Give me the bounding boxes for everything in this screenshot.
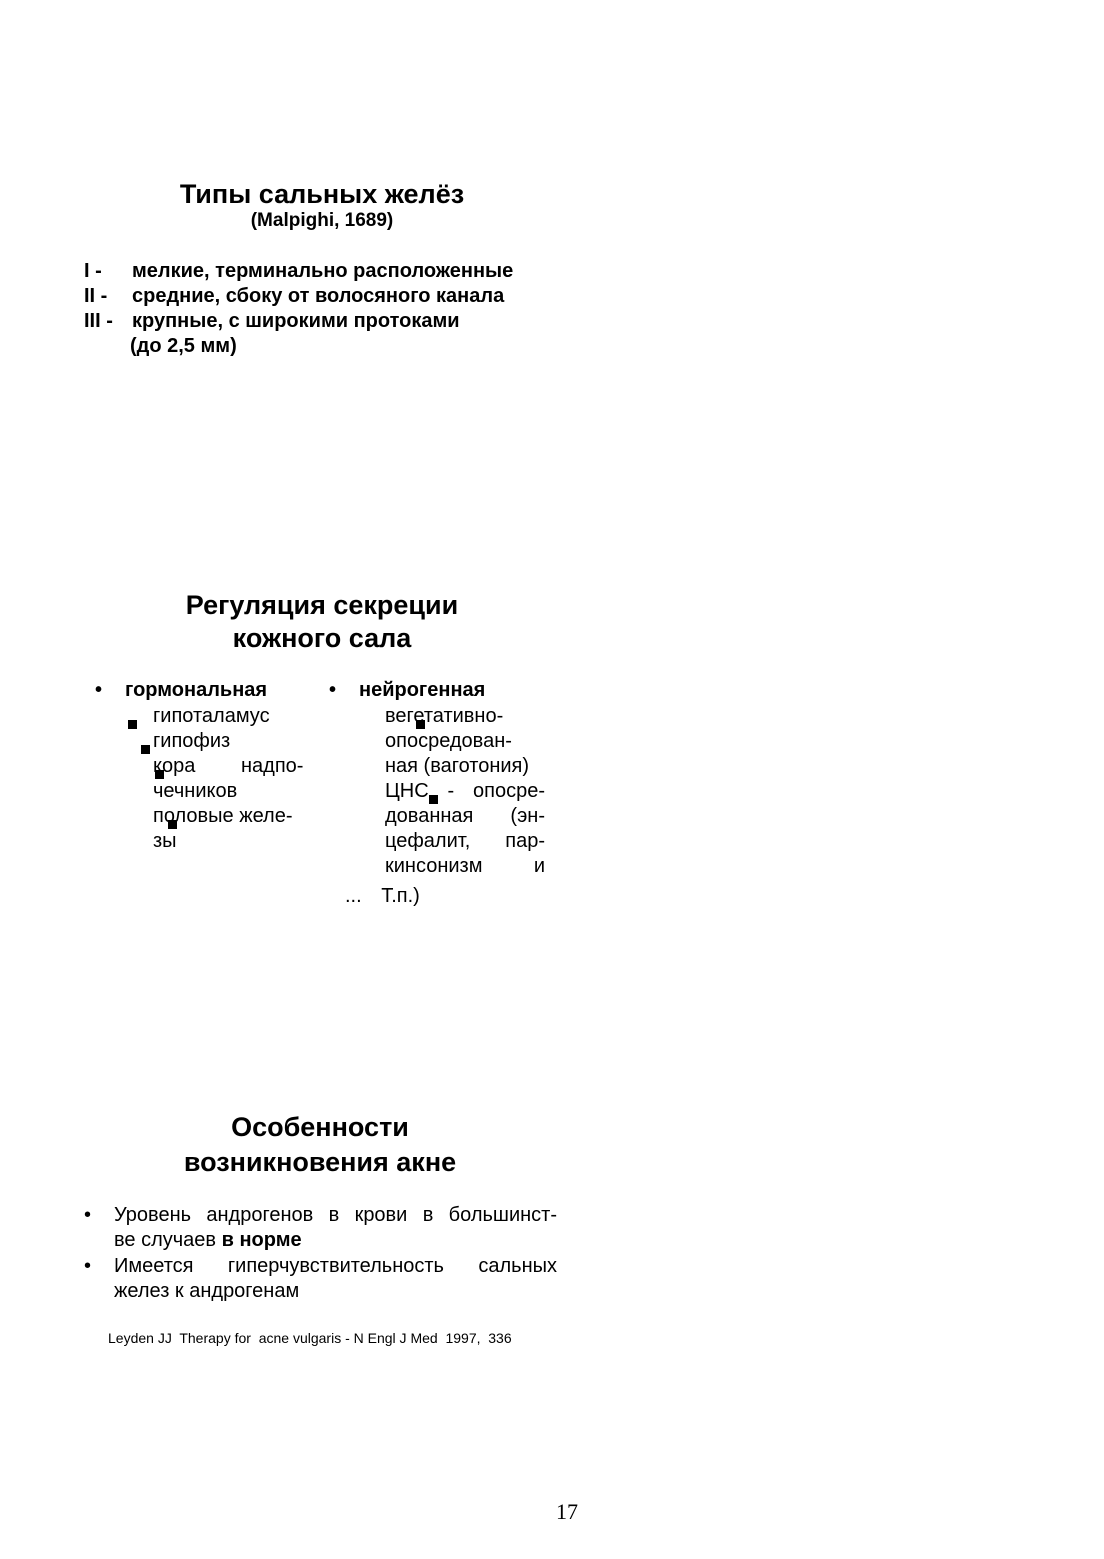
list-item bbox=[114, 1228, 302, 1253]
square-bullet-icon bbox=[141, 745, 150, 754]
list-item: желез к андрогенам bbox=[114, 1280, 300, 1302]
list-item: Имеется гиперчувствительность сальных bbox=[114, 1255, 557, 1277]
list-item: Уровень андрогенов в крови в большинст- bbox=[114, 1204, 557, 1226]
section-title-secretion-regulation-line1: Регуляция секреции bbox=[185, 590, 459, 620]
list-number: I - bbox=[84, 260, 102, 282]
list-item: вегетативно- bbox=[385, 705, 504, 727]
list-text: крупные, с широкими протоками bbox=[132, 310, 460, 332]
column-heading-neurogenic bbox=[329, 679, 485, 702]
list-item: ная (ваготония) bbox=[385, 755, 530, 777]
list-item: опосредован- bbox=[385, 730, 512, 752]
list-number: II - bbox=[84, 285, 108, 307]
list-item bbox=[84, 284, 504, 309]
list-item: зы bbox=[153, 830, 177, 852]
heading-text: нейрогенная bbox=[359, 679, 486, 701]
list-item: надпо- bbox=[241, 755, 304, 777]
page-number: 17 bbox=[556, 1499, 578, 1524]
list-item: гипоталамус bbox=[153, 705, 270, 727]
bullet-icon: • bbox=[329, 679, 337, 701]
list-item bbox=[84, 309, 460, 334]
bullet-icon: • bbox=[84, 1204, 92, 1226]
section-title-acne-features-line1: Особенности bbox=[231, 1112, 409, 1142]
list-item bbox=[84, 259, 513, 284]
column-heading-hormonal bbox=[95, 679, 267, 702]
list-item: половые желе- bbox=[153, 805, 293, 827]
square-bullet-icon bbox=[128, 720, 137, 729]
emphasis-text: в норме bbox=[221, 1229, 302, 1251]
list-text: ве случаев bbox=[114, 1229, 222, 1251]
list-item: чечников bbox=[153, 780, 238, 802]
reference-citation: Leyden JJ Therapy for acne vulgaris - N Engl J Med 1997, 336 bbox=[108, 1330, 512, 1346]
list-item: цефалит, пар- bbox=[385, 830, 545, 852]
heading-text: гормональная bbox=[125, 679, 268, 701]
section-title-secretion-regulation-line2: кожного сала bbox=[232, 623, 412, 653]
list-item: ... Т.п.) bbox=[345, 885, 420, 907]
list-number: III - bbox=[84, 310, 113, 332]
list-text: мелкие, терминально расположенные bbox=[132, 260, 514, 282]
section-title-acne-features-line2: возникновения акне bbox=[183, 1147, 457, 1177]
list-item: гипофиз bbox=[153, 730, 231, 752]
list-text: средние, сбоку от волосяного канала bbox=[132, 285, 505, 307]
list-item: дованная (эн- bbox=[385, 805, 545, 827]
section-subtitle-citation: (Malpighi, 1689) bbox=[250, 210, 394, 231]
list-continuation: (до 2,5 мм) bbox=[130, 335, 237, 357]
bullet-icon: • bbox=[95, 679, 103, 701]
section-title-gland-types: Типы сальных желёз bbox=[179, 179, 465, 209]
list-item: ЦНС - опосре- bbox=[385, 780, 545, 802]
list-item: кора bbox=[153, 755, 196, 777]
list-item: кинсонизм и bbox=[385, 855, 545, 877]
bullet-icon: • bbox=[84, 1255, 92, 1277]
